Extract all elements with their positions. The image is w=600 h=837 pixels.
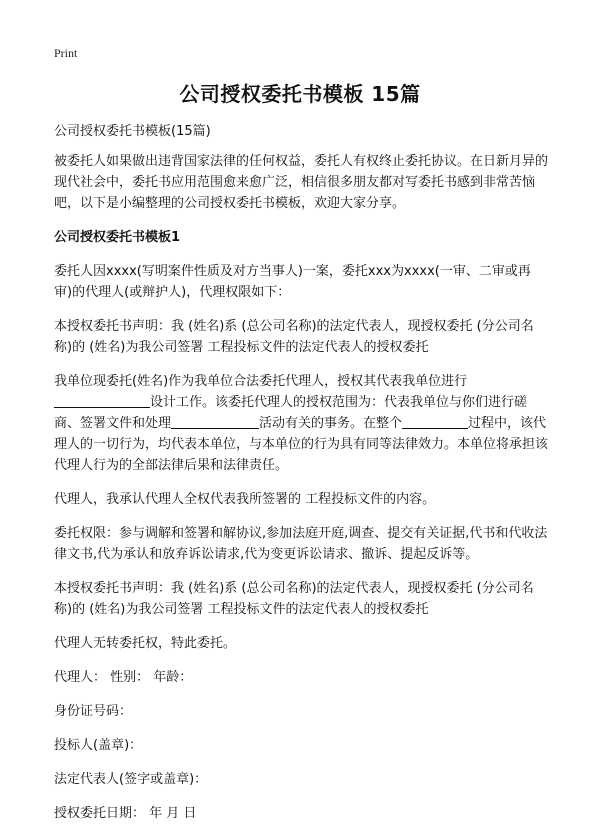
document-subtitle: 公司授权委托书模板(15篇) <box>54 124 211 139</box>
authorization-text-a: 我单位现委托(姓名)作为我单位合法委托代理人，授权其代表我单位进行 <box>54 374 468 389</box>
blank-line <box>54 393 150 408</box>
field-date: 授权委托日期： 年 月 日 <box>54 806 197 821</box>
field-agent: 代理人： 性别： 年龄： <box>54 670 193 685</box>
paragraph-agent: 代理人，我承认代理人全权代表我所签署的 工程投标文件的内容。 <box>54 492 436 507</box>
paragraph-declaration: 本授权委托书声明：我 (姓名)系 (总公司名称)的法定代表人，现授权委托 (分公司名称)的 (姓名)为我公司签署 工程投标文件的法定代表人的授权委托 <box>54 319 534 355</box>
field-legal-rep: 法定代表人(签字或盖章)： <box>54 772 208 787</box>
document-title: 公司授权委托书模板 15篇 <box>179 82 421 106</box>
blank-line <box>402 414 468 429</box>
authorization-text-b: 设计工作。该委托代理人的授权范围为：代表我单位与你们进行磋商、签署文件和处理 <box>54 395 528 431</box>
field-bidder-seal: 投标人(盖章)： <box>54 738 143 753</box>
blank-line <box>171 414 259 429</box>
document-body <box>54 121 548 837</box>
paragraph-authorization <box>54 371 548 476</box>
intro-paragraph: 被委托人如果做出违背国家法律的任何权益，委托人有权终止委托协议。在日新月异的现代社会中，委托书应用范围愈来愈广泛，相信很多朋友都对写委托书感到非常苦恼吧，以下是小编整理的公司授权委托书模板，欢迎大家分享。 <box>54 154 549 211</box>
paragraph-case: 委托人因xxxx(写明案件性质及对方当事人)一案，委托xxx为xxxx(一审、二审或再审)的代理人(或辩护人)，代理权限如下： <box>54 264 531 300</box>
section-heading: 公司授权委托书模板1 <box>54 230 181 245</box>
paragraph-no-subdelegation: 代理人无转委托权，特此委托。 <box>54 636 237 651</box>
paragraph-declaration-2: 本授权委托书声明：我 (姓名)系 (总公司名称)的法定代表人，现授权委托 (分公司名称)的 (姓名)为我公司签署 工程投标文件的法定代表人的授权委托 <box>54 581 534 617</box>
field-id-number: 身份证号码： <box>54 704 133 719</box>
authorization-text-c: 活动有关的事务。在整个 <box>259 416 403 431</box>
print-link[interactable]: Print <box>54 46 78 60</box>
authorization-text-d: 过程中，该代理人的一切行为，均代表本单位，与本单位的行为具有同等法律效力。本单位将承担该代理人行为的全部法律后果和法律责任。 <box>54 416 549 473</box>
paragraph-permissions: 委托权限：参与调解和签署和解协议,参加法庭开庭,调查、提交有关证据,代书和代收法律文书,代为承认和放弃诉讼请求,代为变更诉讼请求、撤诉、提起反诉等。 <box>54 526 548 562</box>
